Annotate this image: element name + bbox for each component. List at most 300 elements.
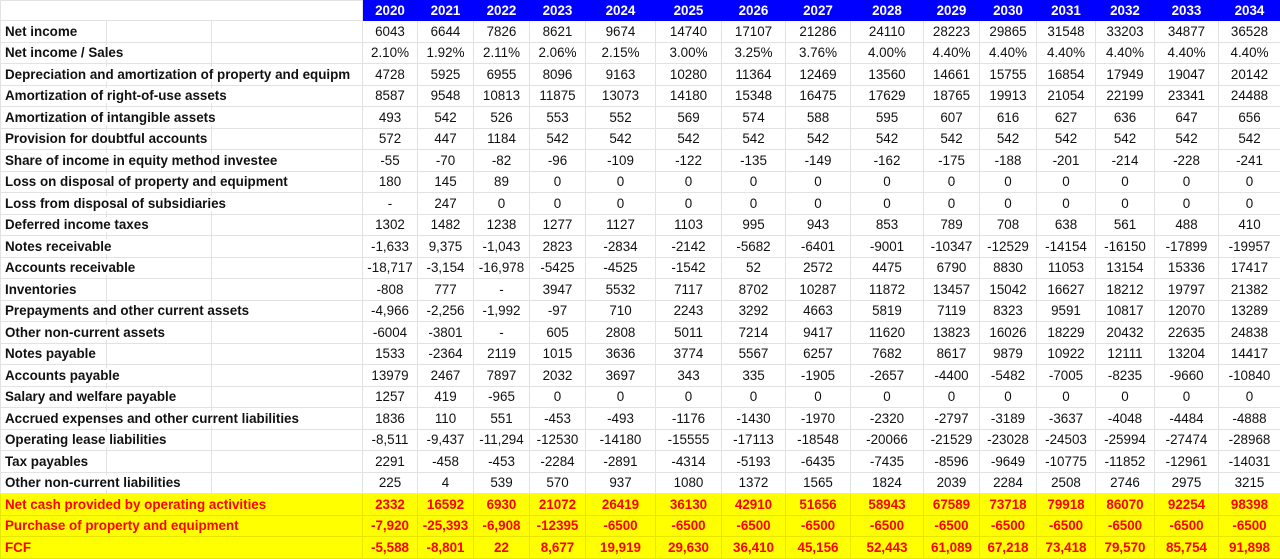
value-cell[interactable]: 0 (924, 171, 980, 193)
value-cell[interactable]: -18548 (786, 429, 851, 451)
value-cell[interactable]: 73,418 (1037, 537, 1096, 559)
value-cell[interactable]: -6004 (363, 322, 418, 344)
value-cell[interactable]: -162 (851, 150, 924, 172)
value-cell[interactable]: 0 (786, 193, 851, 215)
value-cell[interactable]: 2243 (656, 300, 722, 322)
value-cell[interactable]: 17107 (722, 21, 786, 43)
value-cell[interactable]: -97 (530, 300, 586, 322)
value-cell[interactable]: 31548 (1037, 21, 1096, 43)
value-cell[interactable]: -2657 (851, 365, 924, 387)
value-cell[interactable]: -17899 (1155, 236, 1219, 258)
value-cell[interactable]: 447 (418, 128, 474, 150)
value-cell[interactable]: 22635 (1155, 322, 1219, 344)
value-cell[interactable]: -23028 (980, 429, 1037, 451)
value-cell[interactable]: 9548 (418, 85, 474, 107)
value-cell[interactable]: 789 (924, 214, 980, 236)
value-cell[interactable]: -3,154 (418, 257, 474, 279)
value-cell[interactable]: 14661 (924, 64, 980, 86)
value-cell[interactable]: 11364 (722, 64, 786, 86)
year-header-cell[interactable]: 2031 (1037, 1, 1096, 21)
value-cell[interactable]: 4.40% (1219, 42, 1280, 64)
value-cell[interactable]: 1302 (363, 214, 418, 236)
value-cell[interactable]: 553 (530, 107, 586, 129)
value-cell[interactable]: 3697 (586, 365, 656, 387)
value-cell[interactable]: 2823 (530, 236, 586, 258)
value-cell[interactable]: 19047 (1155, 64, 1219, 86)
value-cell[interactable]: 18229 (1037, 322, 1096, 344)
value-cell[interactable]: -201 (1037, 150, 1096, 172)
value-cell[interactable]: 943 (786, 214, 851, 236)
row-label-cell[interactable] (1, 408, 363, 430)
value-cell[interactable]: 13204 (1155, 343, 1219, 365)
value-cell[interactable]: 1257 (363, 386, 418, 408)
value-cell[interactable]: 4.40% (924, 42, 980, 64)
value-cell[interactable]: -2797 (924, 408, 980, 430)
value-cell[interactable]: 2.11% (474, 42, 530, 64)
value-cell[interactable]: 6043 (363, 21, 418, 43)
value-cell[interactable]: 22199 (1096, 85, 1155, 107)
value-cell[interactable]: 5925 (418, 64, 474, 86)
value-cell[interactable]: -12529 (980, 236, 1037, 258)
value-cell[interactable]: 0 (924, 193, 980, 215)
value-cell[interactable]: 995 (722, 214, 786, 236)
value-cell[interactable]: -11,294 (474, 429, 530, 451)
value-cell[interactable]: 0 (786, 386, 851, 408)
value-cell[interactable]: 18212 (1096, 279, 1155, 301)
value-cell[interactable]: 0 (722, 386, 786, 408)
value-cell[interactable]: 0 (530, 386, 586, 408)
value-cell[interactable]: 12469 (786, 64, 851, 86)
value-cell[interactable]: 526 (474, 107, 530, 129)
value-cell[interactable]: 3.76% (786, 42, 851, 64)
value-cell[interactable]: 3215 (1219, 472, 1280, 494)
value-cell[interactable]: 10813 (474, 85, 530, 107)
value-cell[interactable]: 0 (1155, 386, 1219, 408)
value-cell[interactable]: -2834 (586, 236, 656, 258)
value-cell[interactable]: 45,156 (786, 537, 851, 559)
value-cell[interactable]: 9879 (980, 343, 1037, 365)
value-cell[interactable]: 4663 (786, 300, 851, 322)
value-cell[interactable]: 0 (530, 171, 586, 193)
row-label-cell[interactable] (1, 64, 363, 86)
value-cell[interactable]: -82 (474, 150, 530, 172)
value-cell[interactable]: -109 (586, 150, 656, 172)
value-cell[interactable]: -453 (474, 451, 530, 473)
value-cell[interactable]: -10775 (1037, 451, 1096, 473)
value-cell[interactable]: 18765 (924, 85, 980, 107)
value-cell[interactable]: 5532 (586, 279, 656, 301)
value-cell[interactable]: 569 (656, 107, 722, 129)
value-cell[interactable]: 23341 (1155, 85, 1219, 107)
value-cell[interactable]: 24838 (1219, 322, 1280, 344)
value-cell[interactable]: 4.00% (851, 42, 924, 64)
value-cell[interactable]: 0 (1155, 171, 1219, 193)
value-cell[interactable]: -7,920 (363, 515, 418, 537)
value-cell[interactable]: 16627 (1037, 279, 1096, 301)
row-label-cell[interactable] (1, 451, 363, 473)
value-cell[interactable]: -4888 (1219, 408, 1280, 430)
value-cell[interactable]: 419 (418, 386, 474, 408)
value-cell[interactable]: 42910 (722, 494, 786, 516)
value-cell[interactable]: -17113 (722, 429, 786, 451)
value-cell[interactable]: 6955 (474, 64, 530, 86)
value-cell[interactable]: 20142 (1219, 64, 1280, 86)
value-cell[interactable]: 0 (1155, 193, 1219, 215)
value-cell[interactable]: 15042 (980, 279, 1037, 301)
value-cell[interactable]: 4 (418, 472, 474, 494)
year-header-cell[interactable]: 2021 (418, 1, 474, 21)
value-cell[interactable]: -14180 (586, 429, 656, 451)
value-cell[interactable]: 9674 (586, 21, 656, 43)
value-cell[interactable]: 636 (1096, 107, 1155, 129)
value-cell[interactable]: 937 (586, 472, 656, 494)
value-cell[interactable]: 29865 (980, 21, 1037, 43)
value-cell[interactable]: -4484 (1155, 408, 1219, 430)
value-cell[interactable]: 34877 (1155, 21, 1219, 43)
row-label-cell[interactable] (1, 236, 363, 258)
value-cell[interactable]: -135 (722, 150, 786, 172)
value-cell[interactable]: 79,570 (1096, 537, 1155, 559)
value-cell[interactable]: 542 (418, 107, 474, 129)
value-cell[interactable]: -4048 (1096, 408, 1155, 430)
value-cell[interactable]: 61,089 (924, 537, 980, 559)
value-cell[interactable]: 11053 (1037, 257, 1096, 279)
value-cell[interactable]: 0 (1037, 193, 1096, 215)
value-cell[interactable]: 17949 (1096, 64, 1155, 86)
value-cell[interactable]: -188 (980, 150, 1037, 172)
value-cell[interactable]: 2284 (980, 472, 1037, 494)
row-label-cell[interactable] (1, 214, 363, 236)
value-cell[interactable]: 67,218 (980, 537, 1037, 559)
value-cell[interactable]: 16475 (786, 85, 851, 107)
row-label-cell[interactable] (1, 365, 363, 387)
value-cell[interactable]: 1184 (474, 128, 530, 150)
value-cell[interactable]: 14740 (656, 21, 722, 43)
value-cell[interactable]: 13154 (1096, 257, 1155, 279)
value-cell[interactable]: 8096 (530, 64, 586, 86)
value-cell[interactable]: 0 (851, 193, 924, 215)
value-cell[interactable]: 605 (530, 322, 586, 344)
value-cell[interactable]: -214 (1096, 150, 1155, 172)
row-label-cell[interactable] (1, 128, 363, 150)
value-cell[interactable]: 10280 (656, 64, 722, 86)
value-cell[interactable]: 3.25% (722, 42, 786, 64)
value-cell[interactable]: -1542 (656, 257, 722, 279)
value-cell[interactable]: 5567 (722, 343, 786, 365)
value-cell[interactable]: -6500 (722, 515, 786, 537)
value-cell[interactable]: 110 (418, 408, 474, 430)
value-cell[interactable]: -458 (418, 451, 474, 473)
year-header-cell[interactable]: 2028 (851, 1, 924, 21)
value-cell[interactable]: 2.15% (586, 42, 656, 64)
value-cell[interactable]: -6500 (924, 515, 980, 537)
value-cell[interactable]: 343 (656, 365, 722, 387)
value-cell[interactable]: 638 (1037, 214, 1096, 236)
value-cell[interactable]: 15755 (980, 64, 1037, 86)
value-cell[interactable]: 7897 (474, 365, 530, 387)
year-header-cell[interactable]: 2023 (530, 1, 586, 21)
value-cell[interactable]: 1565 (786, 472, 851, 494)
value-cell[interactable]: 7214 (722, 322, 786, 344)
value-cell[interactable]: -8235 (1096, 365, 1155, 387)
value-cell[interactable]: 16592 (418, 494, 474, 516)
value-cell[interactable]: 710 (586, 300, 656, 322)
value-cell[interactable]: 1533 (363, 343, 418, 365)
value-cell[interactable]: 0 (980, 193, 1037, 215)
value-cell[interactable]: -1,043 (474, 236, 530, 258)
value-cell[interactable]: 1824 (851, 472, 924, 494)
value-cell[interactable]: -7005 (1037, 365, 1096, 387)
value-cell[interactable]: 0 (586, 386, 656, 408)
value-cell[interactable]: 0 (1096, 386, 1155, 408)
value-cell[interactable]: 14180 (656, 85, 722, 107)
value-cell[interactable]: 14417 (1219, 343, 1280, 365)
value-cell[interactable]: 0 (656, 386, 722, 408)
value-cell[interactable]: 13073 (586, 85, 656, 107)
value-cell[interactable]: -6500 (1155, 515, 1219, 537)
value-cell[interactable]: 5819 (851, 300, 924, 322)
value-cell[interactable]: 7826 (474, 21, 530, 43)
value-cell[interactable]: 1103 (656, 214, 722, 236)
year-header-cell[interactable]: 2030 (980, 1, 1037, 21)
value-cell[interactable]: -5193 (722, 451, 786, 473)
value-cell[interactable]: 2467 (418, 365, 474, 387)
value-cell[interactable]: 11620 (851, 322, 924, 344)
row-label-cell[interactable] (1, 472, 363, 494)
value-cell[interactable]: 15348 (722, 85, 786, 107)
value-cell[interactable]: 9591 (1037, 300, 1096, 322)
value-cell[interactable]: -15555 (656, 429, 722, 451)
value-cell[interactable]: -3801 (418, 322, 474, 344)
value-cell[interactable]: 22 (474, 537, 530, 559)
value-cell[interactable]: -9660 (1155, 365, 1219, 387)
value-cell[interactable]: 28223 (924, 21, 980, 43)
value-cell[interactable]: 9417 (786, 322, 851, 344)
value-cell[interactable]: 1238 (474, 214, 530, 236)
value-cell[interactable]: 7117 (656, 279, 722, 301)
value-cell[interactable]: 493 (363, 107, 418, 129)
value-cell[interactable]: 708 (980, 214, 1037, 236)
row-label-cell[interactable] (1, 257, 363, 279)
value-cell[interactable]: -20066 (851, 429, 924, 451)
value-cell[interactable]: 8587 (363, 85, 418, 107)
value-cell[interactable]: 3947 (530, 279, 586, 301)
value-cell[interactable]: 21286 (786, 21, 851, 43)
value-cell[interactable]: 1836 (363, 408, 418, 430)
value-cell[interactable]: 0 (1219, 193, 1280, 215)
value-cell[interactable]: 0 (722, 171, 786, 193)
value-cell[interactable]: 92254 (1155, 494, 1219, 516)
row-label-cell[interactable] (1, 300, 363, 322)
value-cell[interactable]: 10922 (1037, 343, 1096, 365)
row-label-cell[interactable] (1, 21, 363, 43)
value-cell[interactable]: 9,375 (418, 236, 474, 258)
value-cell[interactable]: 85,754 (1155, 537, 1219, 559)
value-cell[interactable]: 0 (656, 171, 722, 193)
value-cell[interactable]: -9001 (851, 236, 924, 258)
row-label-cell[interactable] (1, 515, 363, 537)
value-cell[interactable]: -55 (363, 150, 418, 172)
value-cell[interactable]: 52 (722, 257, 786, 279)
value-cell[interactable]: 79918 (1037, 494, 1096, 516)
value-cell[interactable]: -96 (530, 150, 586, 172)
value-cell[interactable]: -6500 (1219, 515, 1280, 537)
value-cell[interactable]: 36,410 (722, 537, 786, 559)
value-cell[interactable]: 542 (586, 128, 656, 150)
value-cell[interactable]: -4400 (924, 365, 980, 387)
value-cell[interactable]: 0 (656, 193, 722, 215)
value-cell[interactable]: -6401 (786, 236, 851, 258)
value-cell[interactable]: -1970 (786, 408, 851, 430)
value-cell[interactable]: 10817 (1096, 300, 1155, 322)
value-cell[interactable]: 0 (1096, 193, 1155, 215)
value-cell[interactable]: 11875 (530, 85, 586, 107)
value-cell[interactable]: 6930 (474, 494, 530, 516)
value-cell[interactable]: -2142 (656, 236, 722, 258)
value-cell[interactable]: 16026 (980, 322, 1037, 344)
value-cell[interactable]: 2508 (1037, 472, 1096, 494)
value-cell[interactable]: -7435 (851, 451, 924, 473)
value-cell[interactable]: 2291 (363, 451, 418, 473)
value-cell[interactable]: 145 (418, 171, 474, 193)
value-cell[interactable]: 3292 (722, 300, 786, 322)
value-cell[interactable]: 574 (722, 107, 786, 129)
value-cell[interactable]: 3774 (656, 343, 722, 365)
value-cell[interactable]: 542 (851, 128, 924, 150)
row-label-cell[interactable] (1, 279, 363, 301)
value-cell[interactable]: 24488 (1219, 85, 1280, 107)
value-cell[interactable]: -3189 (980, 408, 1037, 430)
value-cell[interactable]: -14154 (1037, 236, 1096, 258)
value-cell[interactable]: - (474, 279, 530, 301)
value-cell[interactable]: -24503 (1037, 429, 1096, 451)
row-label-cell[interactable] (1, 322, 363, 344)
value-cell[interactable]: 12111 (1096, 343, 1155, 365)
row-label-cell[interactable] (1, 150, 363, 172)
value-cell[interactable]: 13457 (924, 279, 980, 301)
value-cell[interactable]: -6500 (851, 515, 924, 537)
value-cell[interactable]: 247 (418, 193, 474, 215)
value-cell[interactable]: -6500 (1037, 515, 1096, 537)
value-cell[interactable]: 20432 (1096, 322, 1155, 344)
value-cell[interactable]: 2332 (363, 494, 418, 516)
value-cell[interactable]: -5682 (722, 236, 786, 258)
year-header-cell[interactable]: 2029 (924, 1, 980, 21)
value-cell[interactable]: 3.00% (656, 42, 722, 64)
value-cell[interactable]: 647 (1155, 107, 1219, 129)
value-cell[interactable]: -493 (586, 408, 656, 430)
value-cell[interactable]: 180 (363, 171, 418, 193)
value-cell[interactable]: 561 (1096, 214, 1155, 236)
value-cell[interactable]: 13979 (363, 365, 418, 387)
value-cell[interactable]: 0 (1037, 386, 1096, 408)
value-cell[interactable]: 8702 (722, 279, 786, 301)
value-cell[interactable]: 4.40% (1096, 42, 1155, 64)
value-cell[interactable]: 539 (474, 472, 530, 494)
value-cell[interactable]: 0 (586, 171, 656, 193)
value-cell[interactable]: -9649 (980, 451, 1037, 473)
value-cell[interactable]: 542 (722, 128, 786, 150)
value-cell[interactable]: 98398 (1219, 494, 1280, 516)
value-cell[interactable]: 2975 (1155, 472, 1219, 494)
value-cell[interactable]: 21382 (1219, 279, 1280, 301)
value-cell[interactable]: -1905 (786, 365, 851, 387)
value-cell[interactable]: 225 (363, 472, 418, 494)
value-cell[interactable]: 595 (851, 107, 924, 129)
value-cell[interactable]: 26419 (586, 494, 656, 516)
value-cell[interactable]: -8,511 (363, 429, 418, 451)
value-cell[interactable]: -6500 (980, 515, 1037, 537)
value-cell[interactable]: 19797 (1155, 279, 1219, 301)
value-cell[interactable]: 0 (722, 193, 786, 215)
row-label-cell[interactable] (1, 107, 363, 129)
value-cell[interactable]: -25,393 (418, 515, 474, 537)
value-cell[interactable]: -175 (924, 150, 980, 172)
value-cell[interactable]: 1.92% (418, 42, 474, 64)
value-cell[interactable]: -14031 (1219, 451, 1280, 473)
value-cell[interactable]: -6435 (786, 451, 851, 473)
value-cell[interactable]: 8,677 (530, 537, 586, 559)
value-cell[interactable]: 0 (474, 193, 530, 215)
value-cell[interactable]: 0 (924, 386, 980, 408)
row-label-cell[interactable] (1, 85, 363, 107)
value-cell[interactable]: 51656 (786, 494, 851, 516)
value-cell[interactable]: 1127 (586, 214, 656, 236)
value-cell[interactable]: 656 (1219, 107, 1280, 129)
value-cell[interactable]: 542 (530, 128, 586, 150)
value-cell[interactable]: 588 (786, 107, 851, 129)
value-cell[interactable]: 0 (851, 386, 924, 408)
value-cell[interactable]: 0 (1219, 171, 1280, 193)
value-cell[interactable]: -808 (363, 279, 418, 301)
value-cell[interactable]: - (474, 322, 530, 344)
value-cell[interactable]: 0 (1096, 171, 1155, 193)
value-cell[interactable]: -27474 (1155, 429, 1219, 451)
value-cell[interactable]: 0 (1219, 386, 1280, 408)
value-cell[interactable]: -11852 (1096, 451, 1155, 473)
value-cell[interactable]: 0 (980, 171, 1037, 193)
value-cell[interactable]: -4525 (586, 257, 656, 279)
value-cell[interactable]: 58943 (851, 494, 924, 516)
value-cell[interactable]: -5425 (530, 257, 586, 279)
value-cell[interactable]: -6500 (1096, 515, 1155, 537)
value-cell[interactable]: -122 (656, 150, 722, 172)
value-cell[interactable]: 542 (656, 128, 722, 150)
value-cell[interactable]: 335 (722, 365, 786, 387)
value-cell[interactable]: 2746 (1096, 472, 1155, 494)
value-cell[interactable]: -12395 (530, 515, 586, 537)
value-cell[interactable]: 73718 (980, 494, 1037, 516)
value-cell[interactable]: 33203 (1096, 21, 1155, 43)
value-cell[interactable]: 0 (980, 386, 1037, 408)
value-cell[interactable]: -6500 (656, 515, 722, 537)
value-cell[interactable]: 8323 (980, 300, 1037, 322)
value-cell[interactable]: -149 (786, 150, 851, 172)
value-cell[interactable]: 1015 (530, 343, 586, 365)
value-cell[interactable]: 542 (924, 128, 980, 150)
value-cell[interactable]: -4,966 (363, 300, 418, 322)
corner-cell[interactable] (1, 1, 363, 21)
value-cell[interactable]: - (363, 193, 418, 215)
value-cell[interactable]: -4314 (656, 451, 722, 473)
value-cell[interactable]: 0 (586, 193, 656, 215)
value-cell[interactable]: 7119 (924, 300, 980, 322)
value-cell[interactable]: -8596 (924, 451, 980, 473)
value-cell[interactable]: 4.40% (1037, 42, 1096, 64)
value-cell[interactable]: 21072 (530, 494, 586, 516)
value-cell[interactable]: 2032 (530, 365, 586, 387)
value-cell[interactable]: 2.10% (363, 42, 418, 64)
